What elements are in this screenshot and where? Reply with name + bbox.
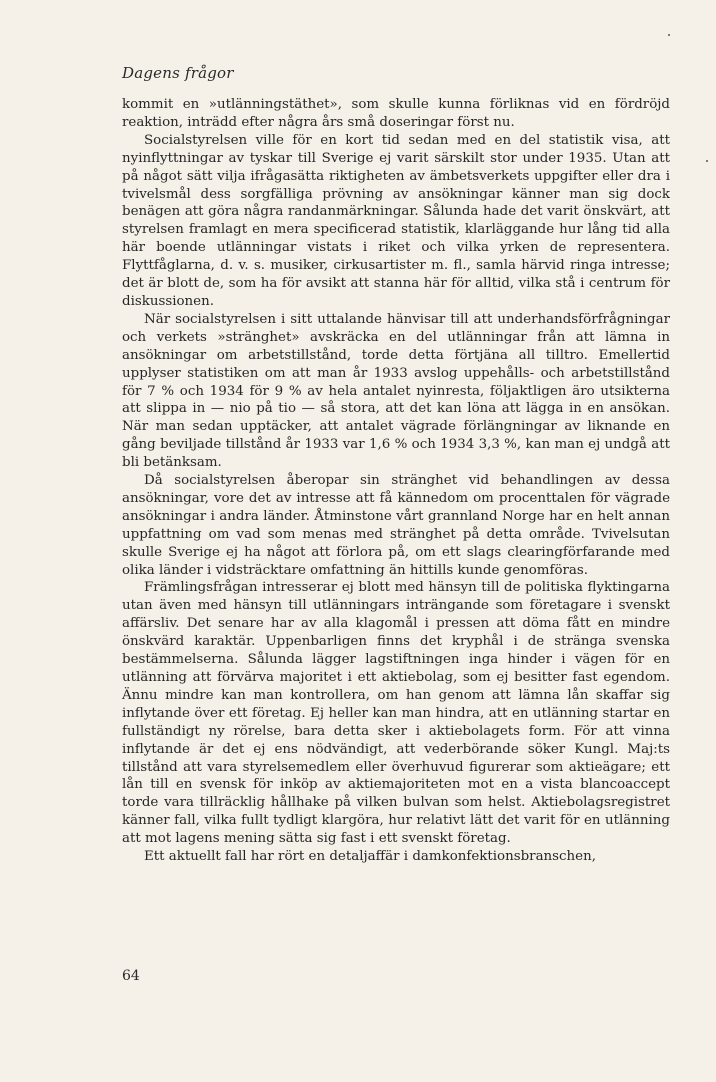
- paragraph: kommit en »utlänningstäthet», som skulle kunna förliknas vid en fördröjd reaktion, inträdd efter några års små doseringar först nu.: [122, 97, 670, 130]
- running-head: Dagens frågor: [122, 64, 234, 82]
- paragraph: Ett aktuellt fall har rört en detaljaffär i damkonfektionsbranschen,: [144, 849, 596, 865]
- paper-speck: [706, 160, 708, 162]
- page-number: 64: [122, 968, 140, 984]
- body-text: [122, 96, 670, 866]
- paragraph: När socialstyrelsen i sitt uttalande hänvisar till att underhandsförfrågningar och verkets »stränghet» avskräcka en del utlänningar från att lämna in ansökningar om arbetstillstånd, torde detta förtjäna all tilltro. Emellertid upplyser statistiken om att man år 1933 avslog uppehålls- och arbetstillstånd för 7 % och 1934 för 9 % av hela antalet nyinresta, följaktligen äro utsikterna att slippa in — nio på tio — så stora, att det kan löna att lägga in en ansökan. När man sedan upptäcker, att antalet vägrade förlängningar av liknande en gång beviljade tillstånd år 1933 var 1,6 % och 1934 3,3 %, kan man ej undgå att bli betänksam.: [122, 311, 670, 471]
- paper-speck: [668, 34, 670, 36]
- paragraph: Då socialstyrelsen åberopar sin stränghet vid behandlingen av dessa ansökningar, vore det av intresse att få kännedom om procenttalen för vägrade ansökningar i andra länder. Åtminstone vårt grannland Norge har en helt annan uppfattning om vad som menas med stränghet på detta område. Tvivelsutan skulle Sverige ej ha något att förlora på, om ett slags clearingförfarande med olika länder i vidsträcktare omfattning än hittills kunde genomföras.: [122, 473, 670, 578]
- paragraph: Främlingsfrågan intresserar ej blott med hänsyn till de politiska flyktingarna utan även med hänsyn till utlänningars inträngande som företagare i svenskt affärsliv. Det senare har av alla klagomål i pressen att döma fått en mindre önskvärd karaktär. Uppenbarligen finns det kryphål i de stränga svenska bestämmelserna. Sålunda lägger lagstiftningen inga hinder i vägen för en utlänning att förvärva majoritet i ett aktiebolag, som ej besitter fast egendom. Ännu mindre kan man kontrollera, om han genom att lämna lån skaffar sig inflytande över ett företag. Ej heller kan man hindra, att en utlänning startar en fullständigt ny rörelse, bara detta sker i aktiebolagets form. För att vinna inflytande är det ej ens nödvändigt, att vederbörande söker Kungl. Maj:ts tillstånd att vara styrelsemedlem eller överhuvud figurerar som aktieägare; ett lån till en svensk för inköp av aktiemajoriteten mot en a vista blancoaccept torde vara tillräcklig hållhake på vilken bulvan som helst. Aktiebolagsregistret känner fall, vilka fullt tydligt klargöra, hur relativt lätt det varit för en utlänning att mot lagens mening sätta sig fast i ett svenskt företag.: [122, 580, 670, 847]
- paragraph: Socialstyrelsen ville för en kort tid sedan med en del statistik visa, att nyinflyttningar av tyskar till Sverige ej varit särskilt stor under 1935. Utan att på något sätt vilja ifrågasätta riktigheten av ämbetsverkets uppgifter eller dra i tvivelsmål dess sorgfälliga prövning av ansökningar känner man sig dock benägen att göra några randanmärkningar. Sålunda hade det varit önskvärt, att styrelsen framlagt en mera specificerad statistik, klarläggande hur lång tid alla här boende utlänningar vistats i riket och vilka yrken de representera. Flyttfåglarna, d. v. s. musiker, cirkusartister m. fl., samla härvid ringa intresse; det är blott de, som ha för avsikt att stanna här för alltid, vilka stå i centrum för diskussionen.: [122, 132, 670, 309]
